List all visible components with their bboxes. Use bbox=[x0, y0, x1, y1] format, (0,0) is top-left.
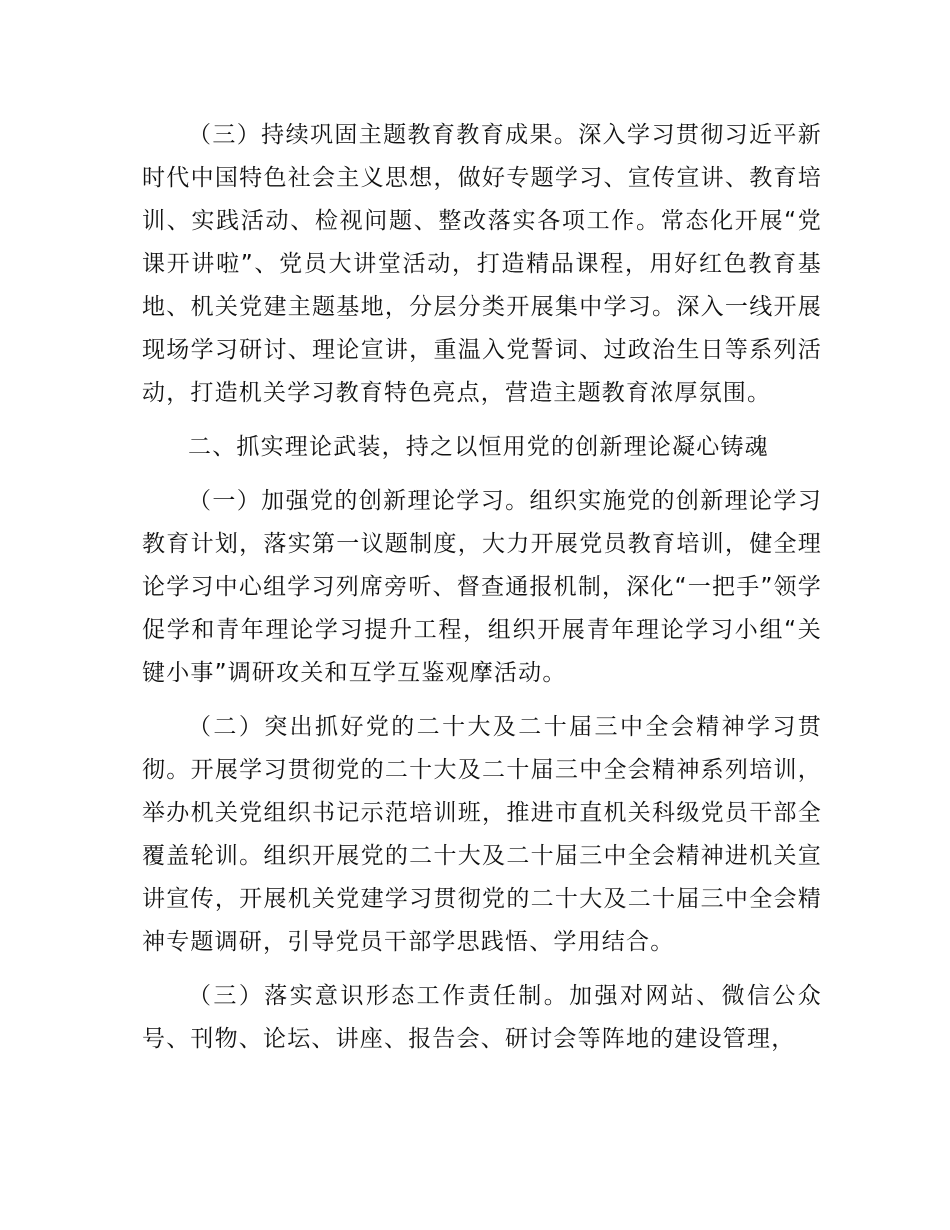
paragraph-section-3-ideology-responsibility: （三）落实意识形态工作责任制。加强对网站、微信公众号、刊物、论坛、讲座、报告会、研讨会等阵地的建设管理， bbox=[142, 983, 822, 1052]
paragraph-section-3-consolidate-education: （三）持续巩固主题教育教育成果。深入学习贯彻习近平新时代中国特色社会主义思想，做好专题学习、宣传宣讲、教育培训、实践活动、检视问题、整改落实各项工作。常态化开展“党课开讲啦”、党员大讲堂活动，打造精品课程，用好红色教育基地、机关党建主题基地，分层分类开展集中学习。深入一线开展现场学习研讨、理论宣讲，重温入党誓词、过政治生日等系列活动，打造机关学习教育特色亮点，营造主题教育浓厚氛围。 bbox=[142, 122, 822, 406]
paragraph-section-1-theory-study: （一）加强党的创新理论学习。组织实施党的创新理论学习教育计划，落实第一议题制度，大力开展党员教育培训，健全理论学习中心组学习列席旁听、督查通报机制，深化“一把手”领学促学和青年理论学习提升工程，组织开展青年理论学习小组“关键小事”调研攻关和互学互鉴观摩活动。 bbox=[142, 488, 822, 686]
paragraph-section-2-congress-spirit: （二）突出抓好党的二十大及二十届三中全会精神学习贯彻。开展学习贯彻党的二十大及二十届三中全会精神系列培训，举办机关党组织书记示范培训班，推进市直机关科级党员干部全覆盖轮训。组织开展党的二十大及二十届三中全会精神进机关宣讲宣传，开展机关党建学习贯彻党的二十大及二十届三中全会精神专题调研，引导党员干部学思践悟、学用结合。 bbox=[142, 714, 822, 955]
section-heading-theory-armament: 二、抓实理论武装，持之以恒用党的创新理论凝心铸魂 bbox=[188, 434, 769, 460]
document-body bbox=[142, 114, 822, 1061]
